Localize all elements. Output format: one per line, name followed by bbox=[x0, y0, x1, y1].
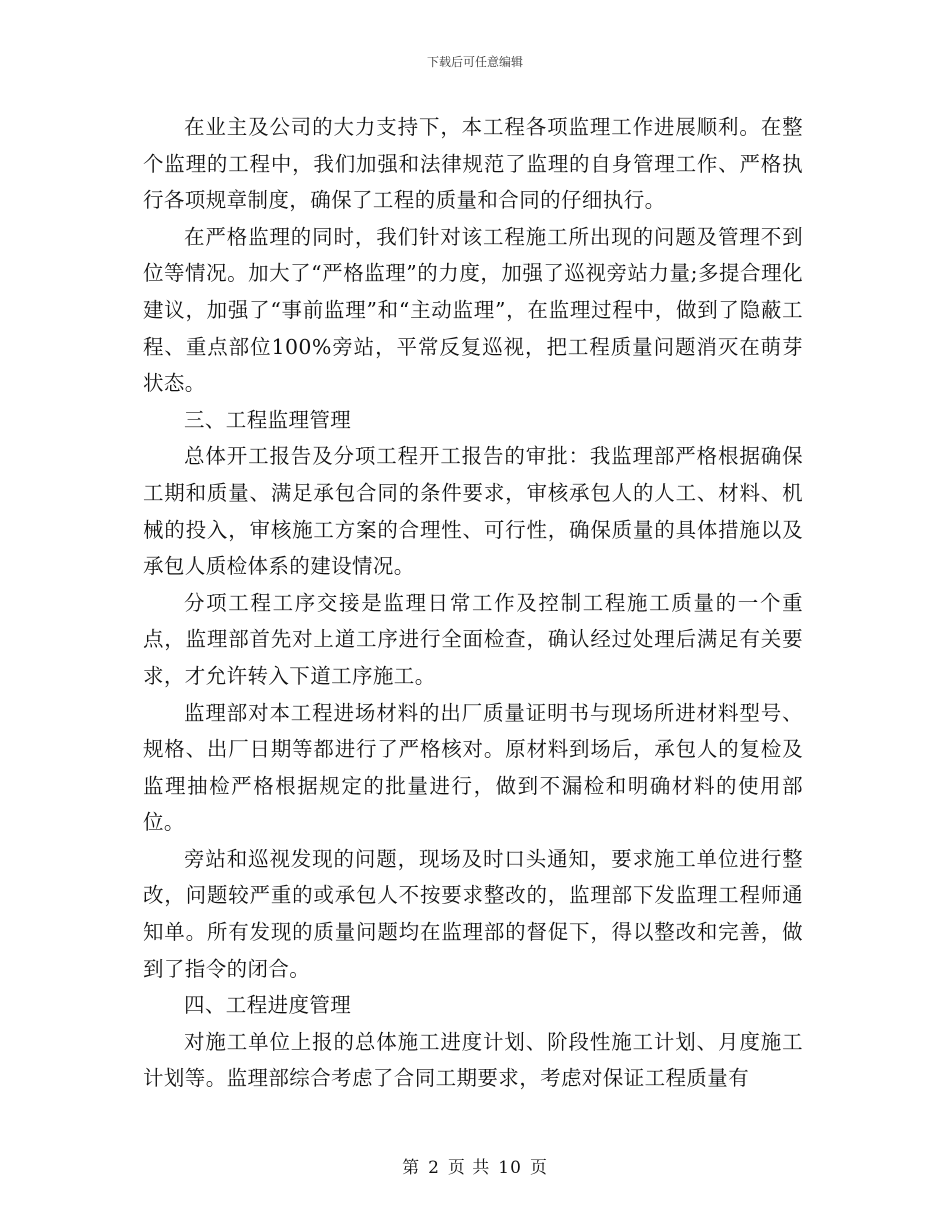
document-body bbox=[143, 109, 803, 1097]
page-footer bbox=[0, 1153, 950, 1178]
paragraph-7: 旁站和巡视发现的问题，现场及时口头通知，要求施工单位进行整改，问题较严重的或承包人不按要求整改的，监理部下发监理工程师通知单。所有发现的质量问题均在监理部的督促下，得以整改和完善，做到了指令的闭合。 bbox=[143, 846, 803, 981]
section-heading-4: 四、工程进度管理 bbox=[184, 993, 352, 1018]
paragraph-4: 总体开工报告及分项工程开工报告的审批：我监理部严格根据确保工期和质量、满足承包合同的条件要求，审核承包人的人工、材料、机械的投入，审核施工方案的合理性、可行性，确保质量的具体措施以及承包人质检体系的建设情况。 bbox=[143, 444, 803, 579]
footer-prefix: 第 bbox=[402, 1158, 421, 1178]
footer-middle: 页 共 bbox=[447, 1158, 491, 1178]
section-heading-3: 三、工程监理管理 bbox=[184, 407, 352, 432]
footer-suffix: 页 bbox=[529, 1158, 548, 1178]
footer-page-number: 2 bbox=[428, 1158, 440, 1178]
paragraph-2: 在严格监理的同时，我们针对该工程施工所出现的问题及管理不到位等情况。加大了“严格监理”的力度，加强了巡视旁站力量;多提合理化建议，加强了“事前监理”和“主动监理”，在监理过程中，做到了隐蔽工程、重点部位100%旁站，平常反复巡视，把工程质量问题消灭在萌芽状态。 bbox=[143, 224, 803, 396]
paragraph-6: 监理部对本工程进场材料的出厂质量证明书与现场所进材料型号、规格、出厂日期等都进行了严格核对。原材料到场后，承包人的复检及监理抽检严格根据规定的批量进行，做到不漏检和明确材料的使用部位。 bbox=[143, 700, 803, 835]
paragraph-9: 对施工单位上报的总体施工进度计划、阶段性施工计划、月度施工计划等。监理部综合考虑了合同工期要求，考虑对保证工程质量有 bbox=[143, 1029, 803, 1091]
footer-total-pages: 10 bbox=[498, 1158, 522, 1178]
header-note: 下载后可任意编辑 bbox=[426, 55, 523, 69]
paragraph-5: 分项工程工序交接是监理日常工作及控制工程施工质量的一个重点，监理部首先对上道工序进行全面检查，确认经过处理后满足有关要求，才允许转入下道工序施工。 bbox=[143, 590, 803, 688]
paragraph-1: 在业主及公司的大力支持下，本工程各项监理工作进展顺利。在整个监理的工程中，我们加强和法律规范了监理的自身管理工作、严格执行各项规章制度，确保了工程的质量和合同的仔细执行。 bbox=[143, 115, 803, 213]
